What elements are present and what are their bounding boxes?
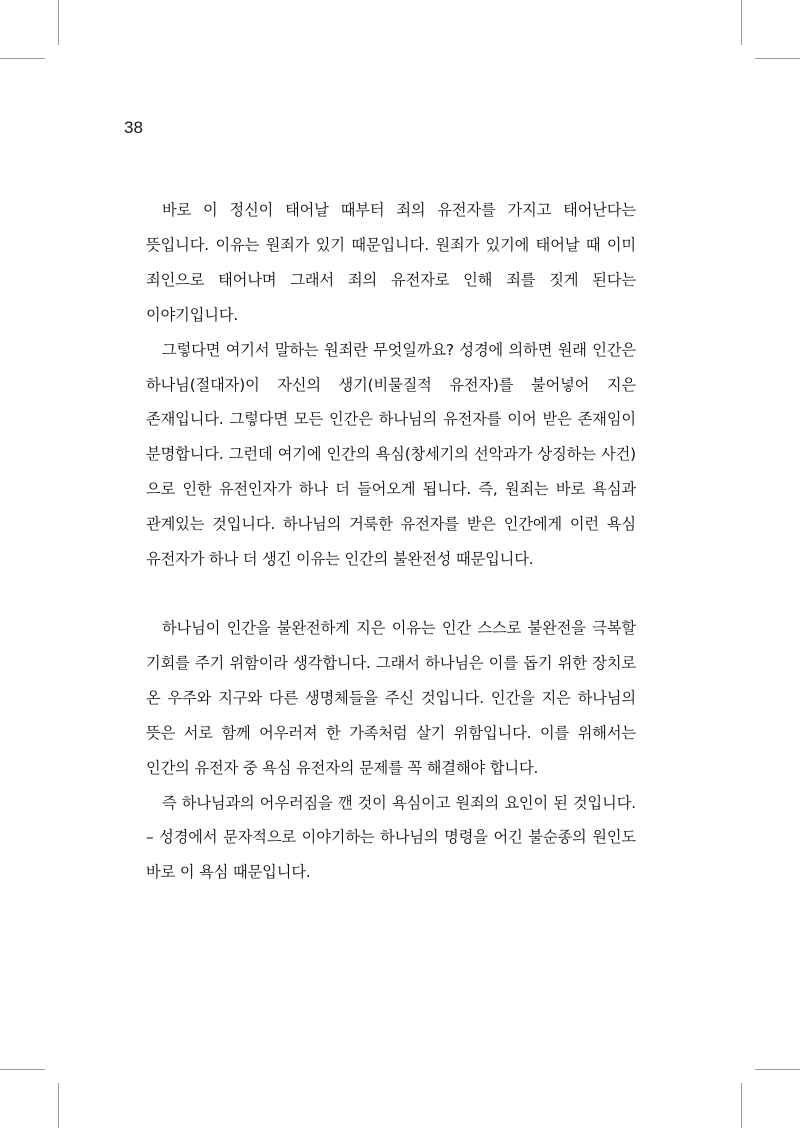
crop-mark-bottom-right-horizontal [755,1069,800,1070]
crop-mark-top-left-horizontal [0,58,45,59]
paragraph-4: 즉 하나님과의 어우러짐을 깬 것이 욕심이고 원죄의 요인이 된 것입니다. – 성경에서 문자적으로 이야기하는 하나님의 명령을 어긴 불순종의 원인도 바로 이 욕심 때문입니다. [146,793,636,882]
crop-mark-bottom-left-horizontal [0,1069,45,1070]
crop-mark-top-left-vertical [58,0,59,45]
body-text [146,193,636,890]
crop-mark-bottom-right-vertical [741,1083,742,1128]
paragraph-3: 하나님이 인간을 불완전하게 지은 이유는 인간 스스로 불완전을 극복할 기회를 주기 위함이라 생각합니다. 그래서 하나님은 이를 돕기 위한 장치로 온 우주와 지구와 다른 생명체들을 주신 것입니다. 인간을 지은 하나님의 뜻은 서로 함께 어우러져 한 가족처럼 살기 위함입니다. 이를 위해서는 인간의 유전자 중 욕심 유전자의 문제를 꼭 해결해야 합니다. [146,618,636,777]
paragraph-2: 그렇다면 여기서 말하는 원죄란 무엇일까요? 성경에 의하면 원래 인간은 하나님(절대자)이 자신의 생기(비물질적 유전자)를 불어넣어 지은 존재입니다. 그렇다면 모든 인간은 하나님의 유전자를 이어 받은 존재임이 분명합니다. 그런데 여기에 인간의 욕심(창세기의 선악과가 상징하는 사건)으로 인한 유전인자가 하나 더 들어오게 됩니다. 즉, 원죄는 바로 욕심과 관계있는 것입니다. 하나님의 거룩한 유전자를 받은 인간에게 이런 욕심 유전자가 하나 더 생긴 이유는 인간의 불완전성 때문입니다. [146,340,636,569]
page-number: 38 [124,118,143,137]
crop-mark-top-right-vertical [741,0,742,45]
crop-mark-bottom-left-vertical [58,1083,59,1128]
crop-mark-top-right-horizontal [755,58,800,59]
paragraph-1: 바로 이 정신이 태어날 때부터 죄의 유전자를 가지고 태어난다는 뜻입니다. 이유는 원죄가 있기 때문입니다. 원죄가 있기에 태어날 때 이미 죄인으로 태어나며 그래서 죄의 유전자로 인해 죄를 짓게 된다는 이야기입니다. [146,201,636,324]
